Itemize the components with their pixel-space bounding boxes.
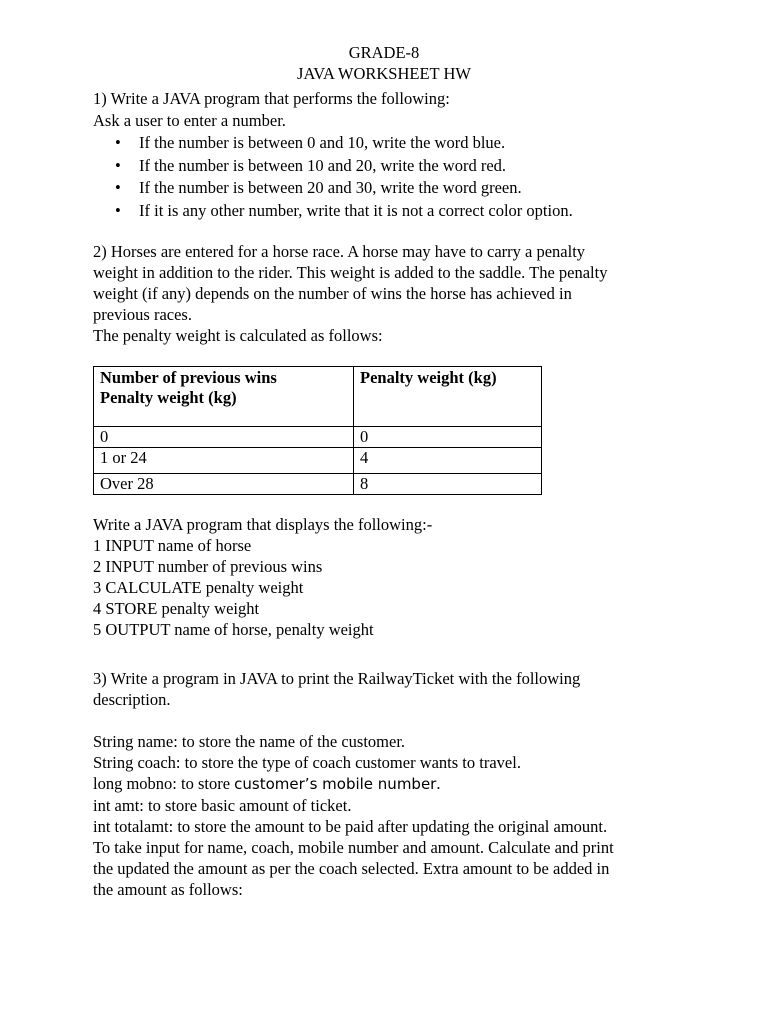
penalty-table [93, 366, 542, 495]
q2-para-line: weight (if any) depends on the number of wins the horse has achieved in [93, 284, 572, 303]
table-cell: 4 [354, 448, 542, 474]
mobno-sans: customer’s mobile number [234, 775, 437, 793]
header-line: Number of previous wins [100, 368, 277, 387]
q2-para-line: weight in addition to the rider. This weight is added to the saddle. The penalty [93, 263, 608, 282]
q2-steps [93, 514, 733, 640]
q3-intro: 3) Write a program in JAVA to print the RailwayTicket with the following [93, 669, 581, 688]
q1-bullet: • If the number is between 0 and 10, write the word blue. [93, 132, 733, 153]
header-line: Penalty weight (kg) [100, 388, 237, 407]
table-row [94, 474, 542, 495]
q2-para-line: previous races. [93, 305, 192, 324]
q3-rest-line: the updated the amount as per the coach selected. Extra amount to be added in [93, 859, 610, 878]
q1-bullet: • If the number is between 20 and 30, write the word green. [93, 177, 733, 198]
q3-intro: description. [93, 690, 171, 709]
table-cell: Over 28 [94, 474, 354, 495]
question-2 [93, 241, 733, 346]
q3-field-name: String name: to store the name of the customer. [93, 732, 406, 751]
table-row [94, 427, 542, 448]
penalty-table-header-weight: Penalty weight (kg) [354, 367, 542, 427]
table-cell: 0 [94, 427, 354, 448]
q2-step: 3 CALCULATE penalty weight [93, 578, 304, 597]
penalty-table-header-row [94, 367, 542, 427]
q2-step: Write a JAVA program that displays the following:- [93, 515, 433, 534]
q2-step: 5 OUTPUT name of horse, penalty weight [93, 620, 374, 639]
q1-bullet: • If it is any other number, write that it is not a correct color option. [93, 200, 733, 221]
mobno-prefix: long mobno: to store [93, 774, 235, 793]
mobno-suffix: . [436, 774, 441, 793]
q1-bullet-list [93, 132, 733, 221]
worksheet-grade: GRADE-8 [348, 43, 420, 62]
q3-field-coach: String coach: to store the type of coach customer wants to travel. [93, 753, 521, 772]
q3-field-mobno [93, 773, 753, 795]
table-cell: 8 [354, 474, 542, 495]
blank-line [93, 710, 753, 731]
q2-para-line: The penalty weight is calculated as follows: [93, 326, 383, 345]
q2-step: 2 INPUT number of previous wins [93, 557, 323, 576]
worksheet-title: JAVA WORKSHEET HW [297, 64, 471, 83]
q1-line2: Ask a user to enter a number. [93, 111, 286, 130]
q3-field-total: int totalamt: to store the amount to be paid after updating the original amount. [93, 817, 608, 836]
q2-para-line: 2) Horses are entered for a horse race. A horse may have to carry a penalty [93, 242, 586, 261]
q3-rest-line: To take input for name, coach, mobile number and amount. Calculate and print [93, 838, 614, 857]
q1-intro: 1) Write a JAVA program that performs the following: [93, 89, 450, 108]
q1-bullet: • If the number is between 10 and 20, write the word red. [93, 155, 733, 176]
q2-step: 4 STORE penalty weight [93, 599, 260, 618]
table-cell: 1 or 24 [94, 448, 354, 474]
q3-field-amt: int amt: to store basic amount of ticket. [93, 796, 352, 815]
question-1 [93, 88, 733, 221]
penalty-table-header-wins [94, 367, 354, 427]
table-cell: 0 [354, 427, 542, 448]
q2-step: 1 INPUT name of horse [93, 536, 252, 555]
question-3 [93, 668, 753, 900]
q3-rest-line: the amount as follows: [93, 880, 243, 899]
table-row [94, 448, 542, 474]
